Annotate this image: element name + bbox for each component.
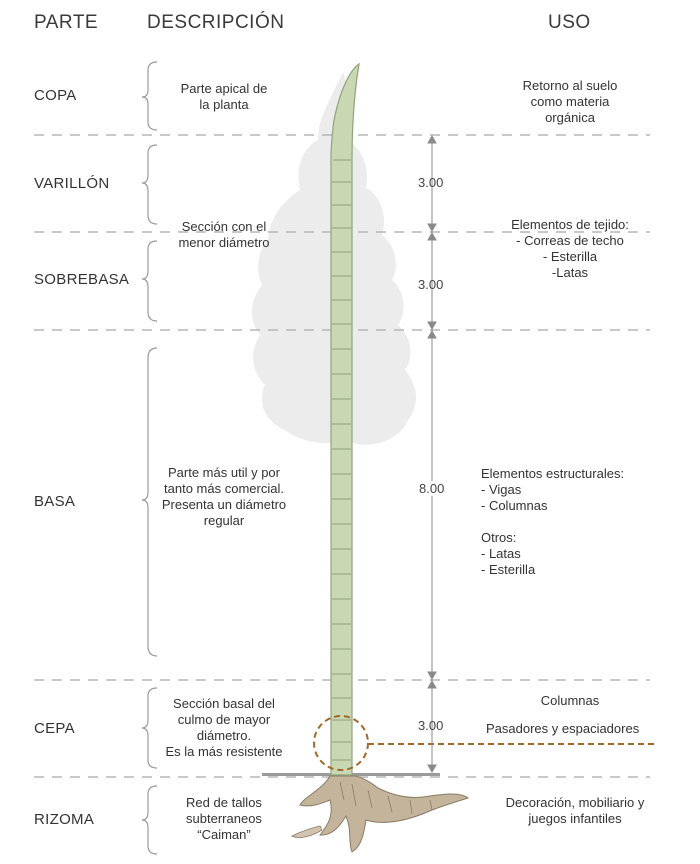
use-rizoma: Decoración, mobiliario y juegos infantiles [505, 795, 645, 826]
header-use: USO [548, 12, 591, 33]
dimension-varillon: 3.00 [418, 175, 444, 190]
dimension-cepa: 3.00 [418, 718, 444, 733]
bracket-rizoma [142, 786, 157, 854]
header-description: DESCRIPCIÓN [147, 12, 285, 33]
part-copa: COPA [34, 87, 77, 104]
part-varillon: VARILLÓN [34, 175, 110, 192]
use-copa: Retorno al suelo como materia orgánica [522, 78, 618, 125]
description-sobrebasa: Sección con el menor diámetro [178, 219, 270, 250]
use-cepa-columnas: Columnas [540, 693, 600, 708]
part-rizoma: RIZOMA [34, 811, 95, 828]
part-cepa: CEPA [34, 720, 75, 737]
part-sobrebasa: SOBREBASA [34, 271, 130, 288]
header-part: PARTE [34, 12, 99, 33]
part-basa: BASA [34, 493, 76, 510]
description-copa: Parte apical de la planta [180, 81, 268, 112]
description-rizoma: Red de tallos subterraneos “Caiman” [186, 795, 262, 842]
rhizome [292, 776, 468, 852]
use-cepa-pasadores: Pasadores y espaciadores [486, 721, 640, 736]
dimension-sobrebasa: 3.00 [418, 277, 444, 292]
description-basa: Parte más util y por tanto más comercial. Presenta un diámetro regular [161, 465, 287, 528]
use-sobrebasa: Elementos de tejido: - Correas de techo - Esterilla -Latas [511, 217, 629, 280]
use-basa: Elementos estructurales: - Vigas - Columnas Otros: - Latas - Esterilla [481, 466, 625, 577]
description-cepa: Sección basal del culmo de mayor diámetro. Es la más resistente [165, 696, 283, 759]
dimension-basa: 8.00 [419, 481, 445, 496]
bracket-varillon [142, 145, 157, 224]
bracket-copa [142, 62, 157, 130]
bracket-sobrebasa [142, 241, 157, 321]
